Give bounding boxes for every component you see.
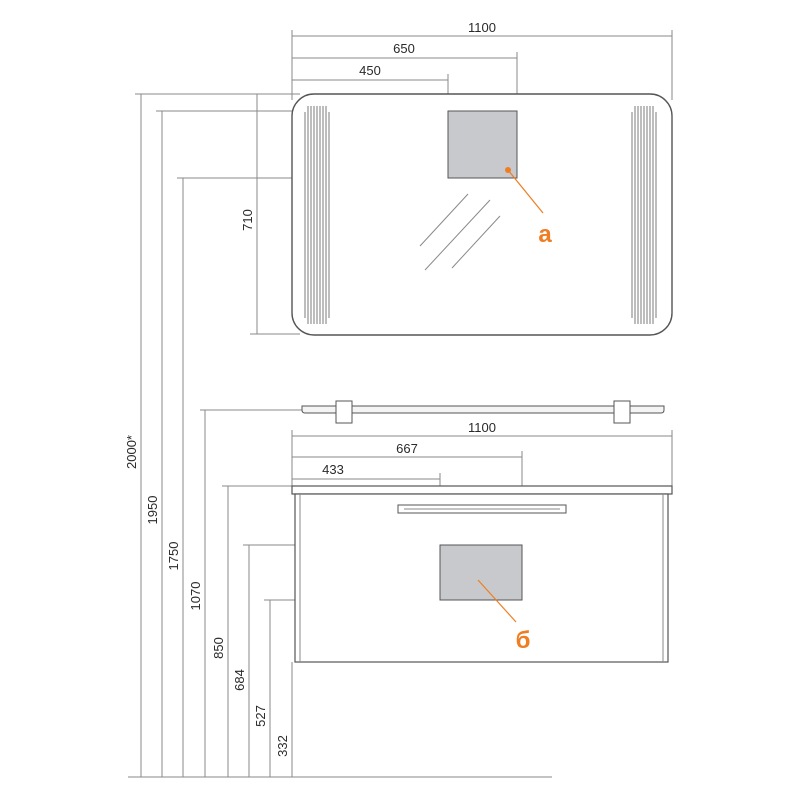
- cabinet-width-433-label: 433: [322, 462, 344, 477]
- shelf-bracket-right: [614, 401, 630, 423]
- callout-b-label: б: [515, 627, 531, 654]
- mirror-width-1100-label: 1100: [468, 20, 496, 35]
- cabinet-width-667-label: 667: [396, 441, 418, 456]
- elevation-684-label: 684: [232, 669, 247, 691]
- cabinet-drawer-panel: [440, 545, 522, 600]
- mirror: [292, 94, 672, 335]
- callout-a-dot: [505, 167, 511, 173]
- mirror-width-650-label: 650: [393, 41, 415, 56]
- cabinet-width-1100-label: 1100: [468, 420, 496, 435]
- vanity-cabinet: [292, 486, 672, 662]
- elevation-1950-label: 1950: [145, 495, 160, 525]
- elevation-850-label: 850: [211, 637, 226, 659]
- elevation-527-label: 527: [253, 705, 268, 727]
- mirror-width-450-label: 450: [359, 63, 381, 78]
- mirror-height-710-label: 710: [240, 209, 255, 231]
- callout-a-label: a: [538, 221, 552, 248]
- shelf-bracket-left: [336, 401, 352, 423]
- elevation-1070-label: 1070: [188, 581, 203, 611]
- elevation-1750-label: 1750: [166, 541, 181, 571]
- elevation-total-label: 2000*: [124, 435, 139, 469]
- elevation-332-label: 332: [275, 735, 290, 757]
- cabinet-top: [292, 486, 672, 494]
